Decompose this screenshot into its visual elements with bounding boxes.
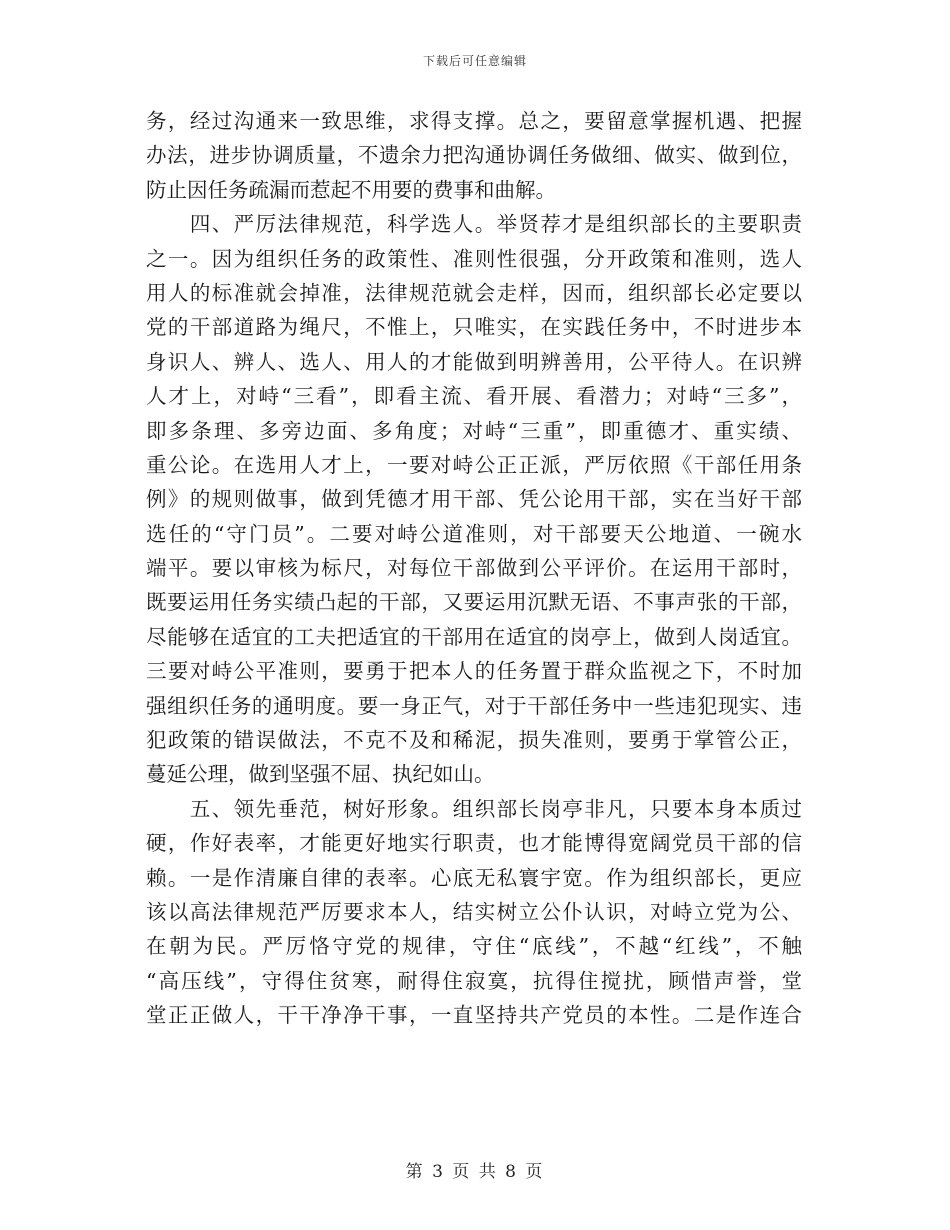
body-text-line: 硬，作好表率，才能更好地实行职责，也才能博得宽阔党员干部的信 [146,831,802,856]
body-text-line: 重公论。在选用人才上，一要对峙公正正派，严厉依照《干部任用条 [146,452,802,477]
body-text-line: 选任的“守门员”。二要对峙公道准则，对干部要天公地道、一碗水 [146,521,802,546]
body-text-line: 犯政策的错误做法，不克不及和稀泥，损失准则，要勇于掌管公正， [146,728,802,753]
body-text-line: 办法，进步协调质量，不遗余力把沟通协调任务做细、做实、做到位， [146,143,802,168]
body-text-line: 务，经过沟通来一致思维，求得支撑。总之，要留意掌握机遇、把握 [146,109,802,133]
body-text-line: 堂正正做人，干干净净干事，一直坚持共产党员的本性。二是作连合 [146,1003,802,1028]
body-text-line: 尽能够在适宜的工夫把适宜的干部用在适宜的岗亭上，做到人岗适宜。 [146,624,802,649]
page-header: 下载后可任意编辑 [422,54,527,68]
body-text-line: 身识人、辨人、选人、用人的才能做到明辨善用，公平待人。在识辨 [146,349,802,374]
body-text-line: 四、严厉法律规范，科学选人。举贤荐才是组织部长的主要职责 [146,212,802,237]
body-text-line: 之一。因为组织任务的政策性、准则性很强，分开政策和准则，选人 [146,246,802,271]
body-text-line: 即多条理、多旁边面、多角度；对峙“三重”，即重德才、重实绩、 [146,418,802,443]
body-text-line: 五、领先垂范，树好形象。组织部长岗亭非凡，只要本身本质过 [146,796,802,821]
document-body [146,104,802,1033]
body-text-line: 例》的规则做事，做到凭德才用干部、凭公论用干部，实在当好干部 [146,487,802,512]
body-text-line: 党的干部道路为绳尺，不惟上，只唯实，在实践任务中，不时进步本 [146,315,802,340]
body-text-line: 人才上，对峙“三看”，即看主流、看开展、看潜力；对峙“三多”， [146,384,802,409]
body-text-line: 用人的标准就会掉准，法律规范就会走样，因而，组织部长必定要以 [146,280,802,305]
body-text-line: 赖。一是作清廉自律的表率。心底无私寰宇宽。作为组织部长，更应 [146,865,802,890]
body-text-line: 该以高法律规范严厉要求本人，结实树立公仆认识，对峙立党为公、 [146,899,802,924]
body-text-line: 强组织任务的通明度。要一身正气，对于干部任务中一些违犯现实、违 [146,693,802,718]
body-text-line: 既要运用任务实绩凸起的干部，又要运用沉默无语、不事声张的干部， [146,590,802,615]
body-text-line: 在朝为民。严厉恪守党的规律，守住“底线”，不越“红线”，不触 [146,934,802,959]
body-text-line: 防止因任务疏漏而惹起不用要的费事和曲解。 [146,177,556,202]
body-text-line: “高压线”，守得住贫寒，耐得住寂寞，抗得住搅扰，顾惜声誉，堂 [146,968,802,993]
body-text-line: 端平。要以审核为标尺，对每位干部做到公平评价。在运用干部时， [146,556,802,581]
page-footer: 第 3 页 共 8 页 [405,1162,545,1182]
body-text-line: 蔓延公理，做到坚强不屈、执纪如山。 [146,762,495,787]
body-text-line: 三要对峙公平准则，要勇于把本人的任务置于群众监视之下，不时加 [146,659,802,684]
